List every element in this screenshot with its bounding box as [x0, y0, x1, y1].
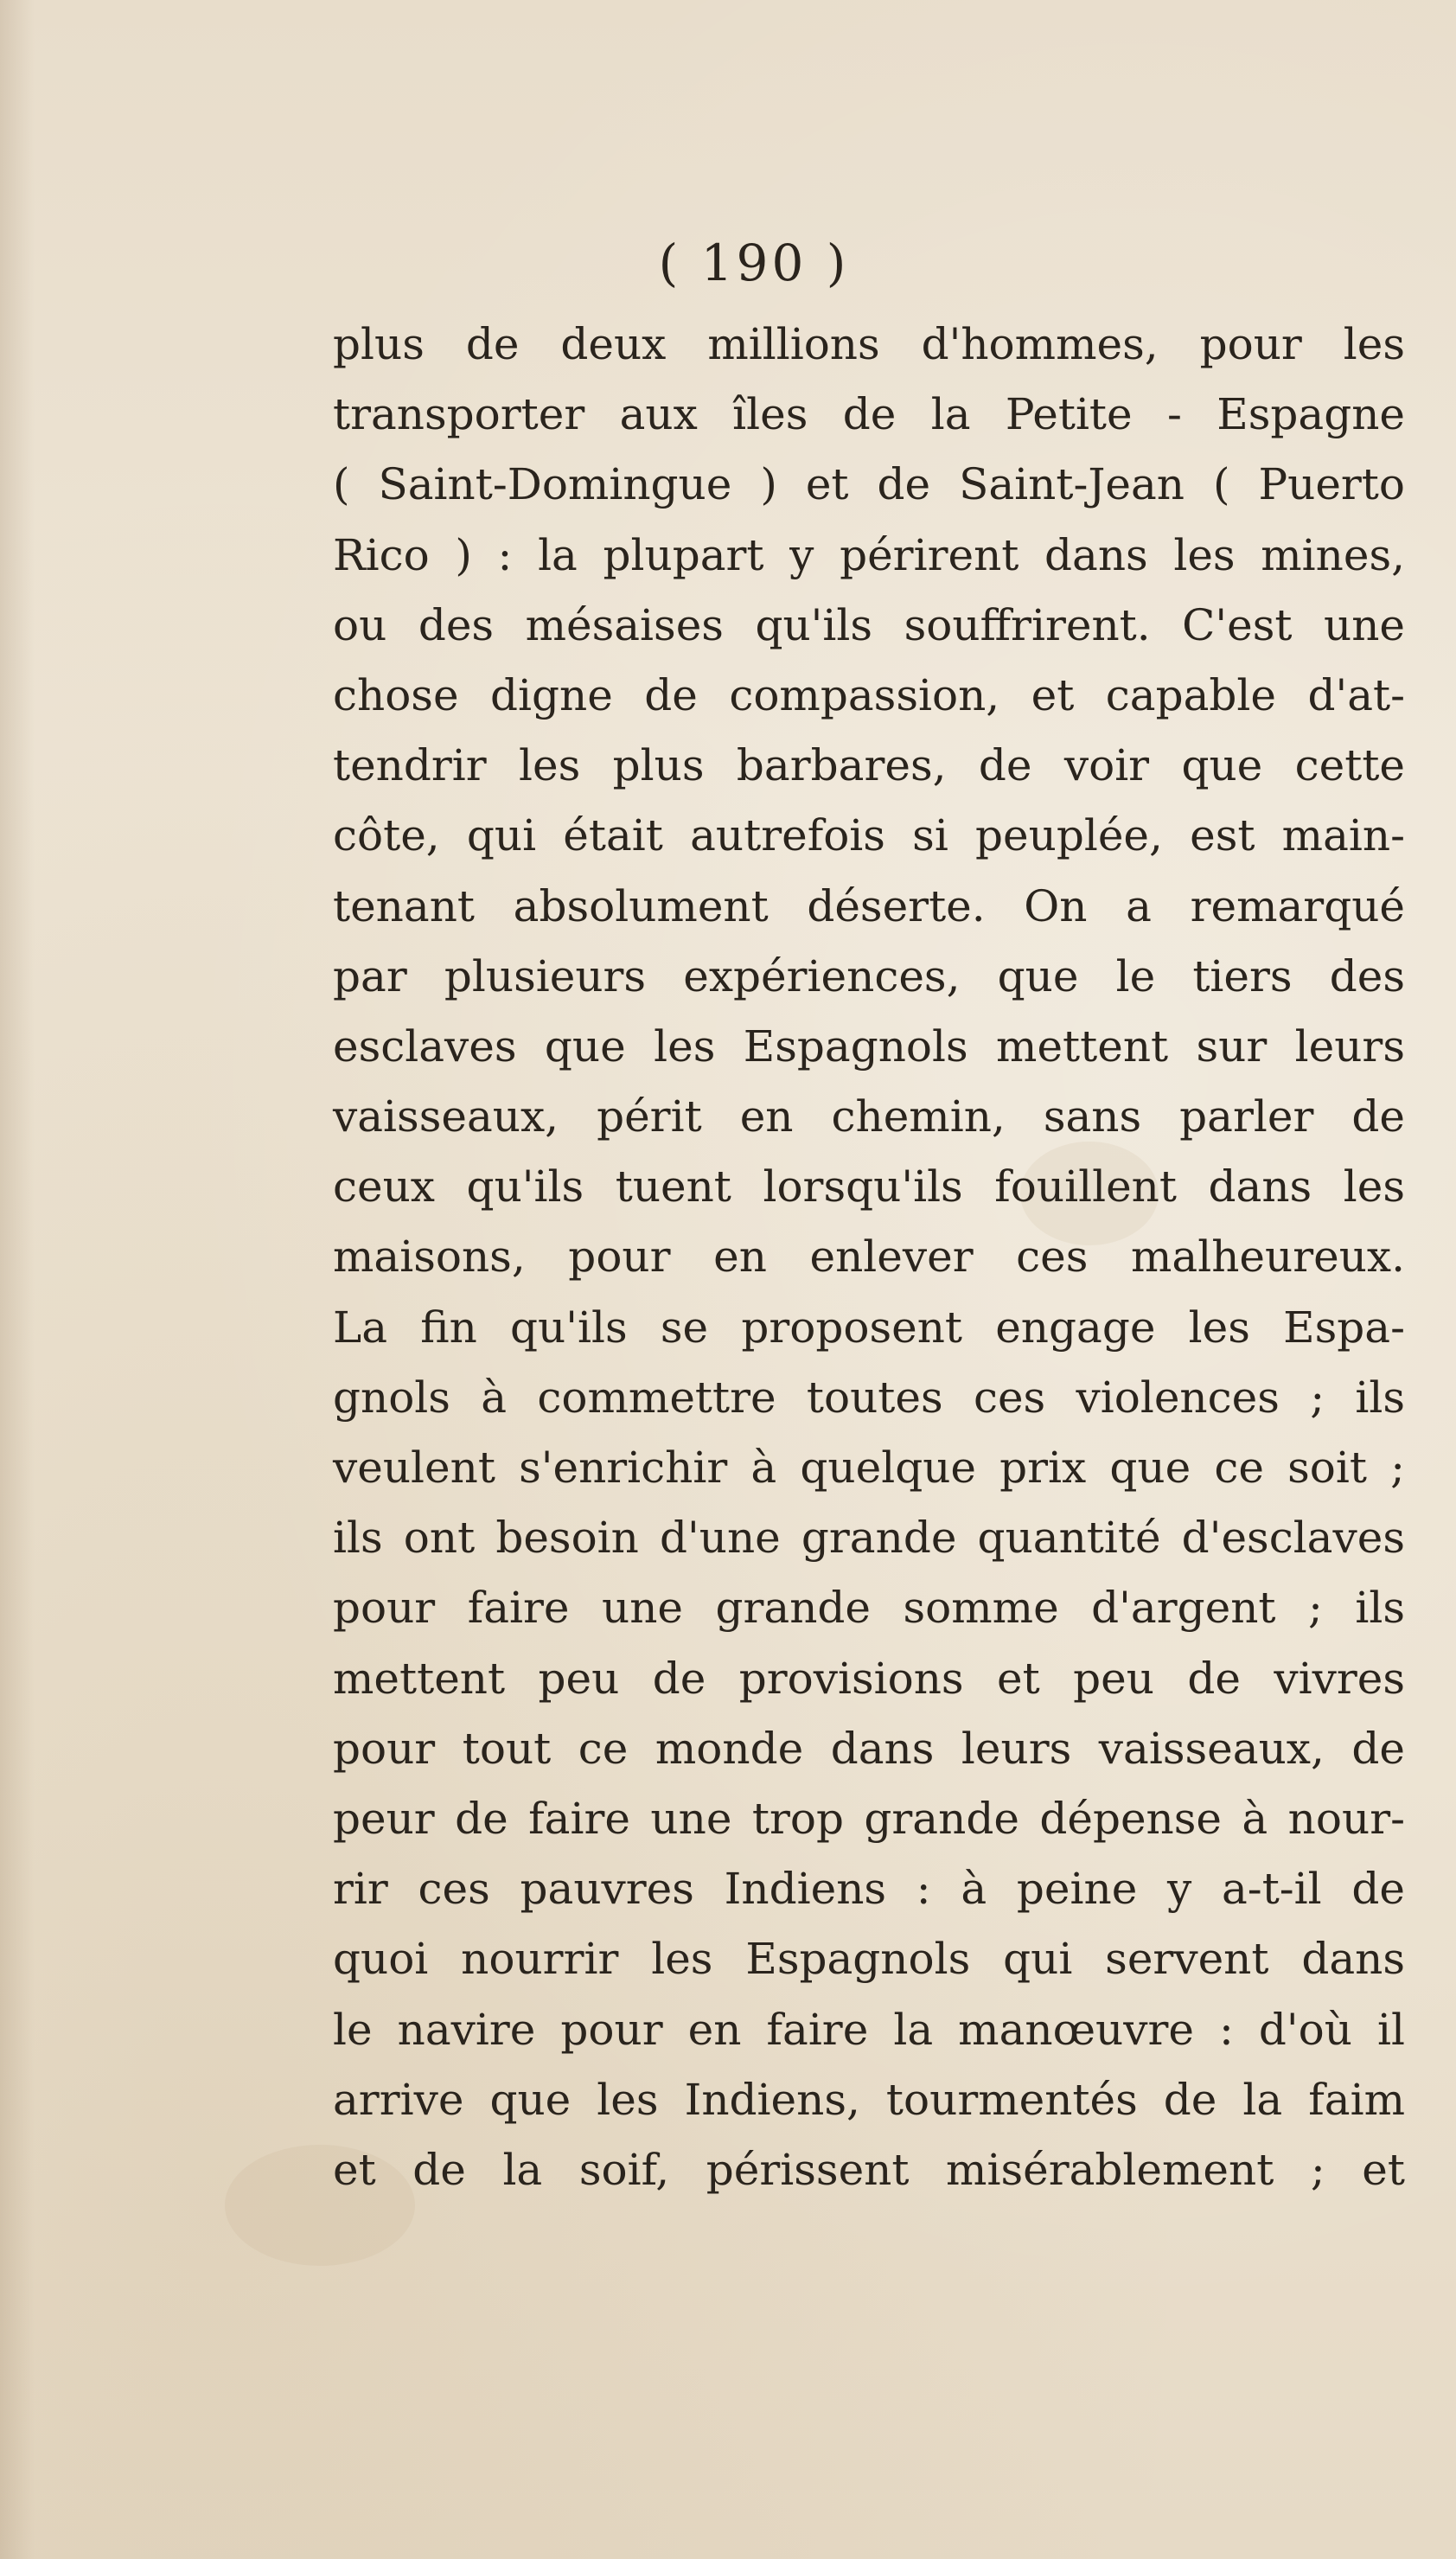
- text-line: pour tout ce monde dans leurs vaisseaux, de: [333, 1723, 1405, 1774]
- text-line: quoi nourrir les Espagnols qui servent dans: [333, 1934, 1405, 1985]
- text-line: tenant absolument déserte. On a remarqué: [333, 880, 1405, 931]
- text-line: arrive que les Indiens, tourmentés de la faim: [333, 2074, 1405, 2125]
- text-line: plus de deux millions d'hommes, pour les: [333, 319, 1405, 369]
- text-line: mettent peu de provisions et peu de vivres: [333, 1653, 1405, 1704]
- text-line: esclaves que les Espagnols mettent sur leurs: [333, 1020, 1405, 1072]
- text-line: pour faire une grande somme d'argent ; ils: [333, 1583, 1405, 1634]
- text-line: gnols à commettre toutes ces violences ; ils: [333, 1372, 1405, 1423]
- text-line: par plusieurs expériences, que le tiers des: [333, 950, 1405, 1001]
- text-line: La fin qu'ils se proposent engage les Espa-: [333, 1302, 1405, 1353]
- text-line: peur de faire une trop grande dépense à nour-: [333, 1793, 1405, 1844]
- text-line: et de la soif, périssent misérablement ; et: [333, 2144, 1405, 2195]
- text-line: maisons, pour en enlever ces malheureux.: [333, 1232, 1405, 1283]
- text-line: tendrir les plus barbares, de voir que cette: [333, 740, 1405, 791]
- text-line: ( Saint-Domingue ) et de Saint-Jean ( Puerto: [333, 459, 1405, 510]
- page-edge-shadow: [0, 0, 35, 2559]
- text-line: ceux qu'ils tuent lorsqu'ils fouillent dans les: [333, 1161, 1405, 1212]
- text-line: Rico ) : la plupart y périrent dans les mines,: [333, 529, 1405, 580]
- text-line: ils ont besoin d'une grande quantité d'esclaves: [333, 1513, 1405, 1564]
- text-line: chose digne de compassion, et capable d'at-: [333, 669, 1405, 720]
- text-line: le navire pour en faire la manœuvre : d'où il: [333, 2004, 1405, 2055]
- text-line: côte, qui était autrefois si peuplée, est main-: [333, 810, 1405, 861]
- text-line: transporter aux îles de la Petite - Espagne: [333, 389, 1405, 440]
- text-line: rir ces pauvres Indiens : à peine y a-t-il de: [333, 1864, 1405, 1915]
- text-line: ou des mésaises qu'ils souffrirent. C'est une: [333, 599, 1405, 650]
- text-line: veulent s'enrichir à quelque prix que ce soit ;: [333, 1443, 1405, 1493]
- body-text: [333, 310, 1405, 2205]
- text-line: vaisseaux, périt en chemin, sans parler de: [333, 1091, 1405, 1142]
- page-number: ( 190 ): [658, 234, 850, 292]
